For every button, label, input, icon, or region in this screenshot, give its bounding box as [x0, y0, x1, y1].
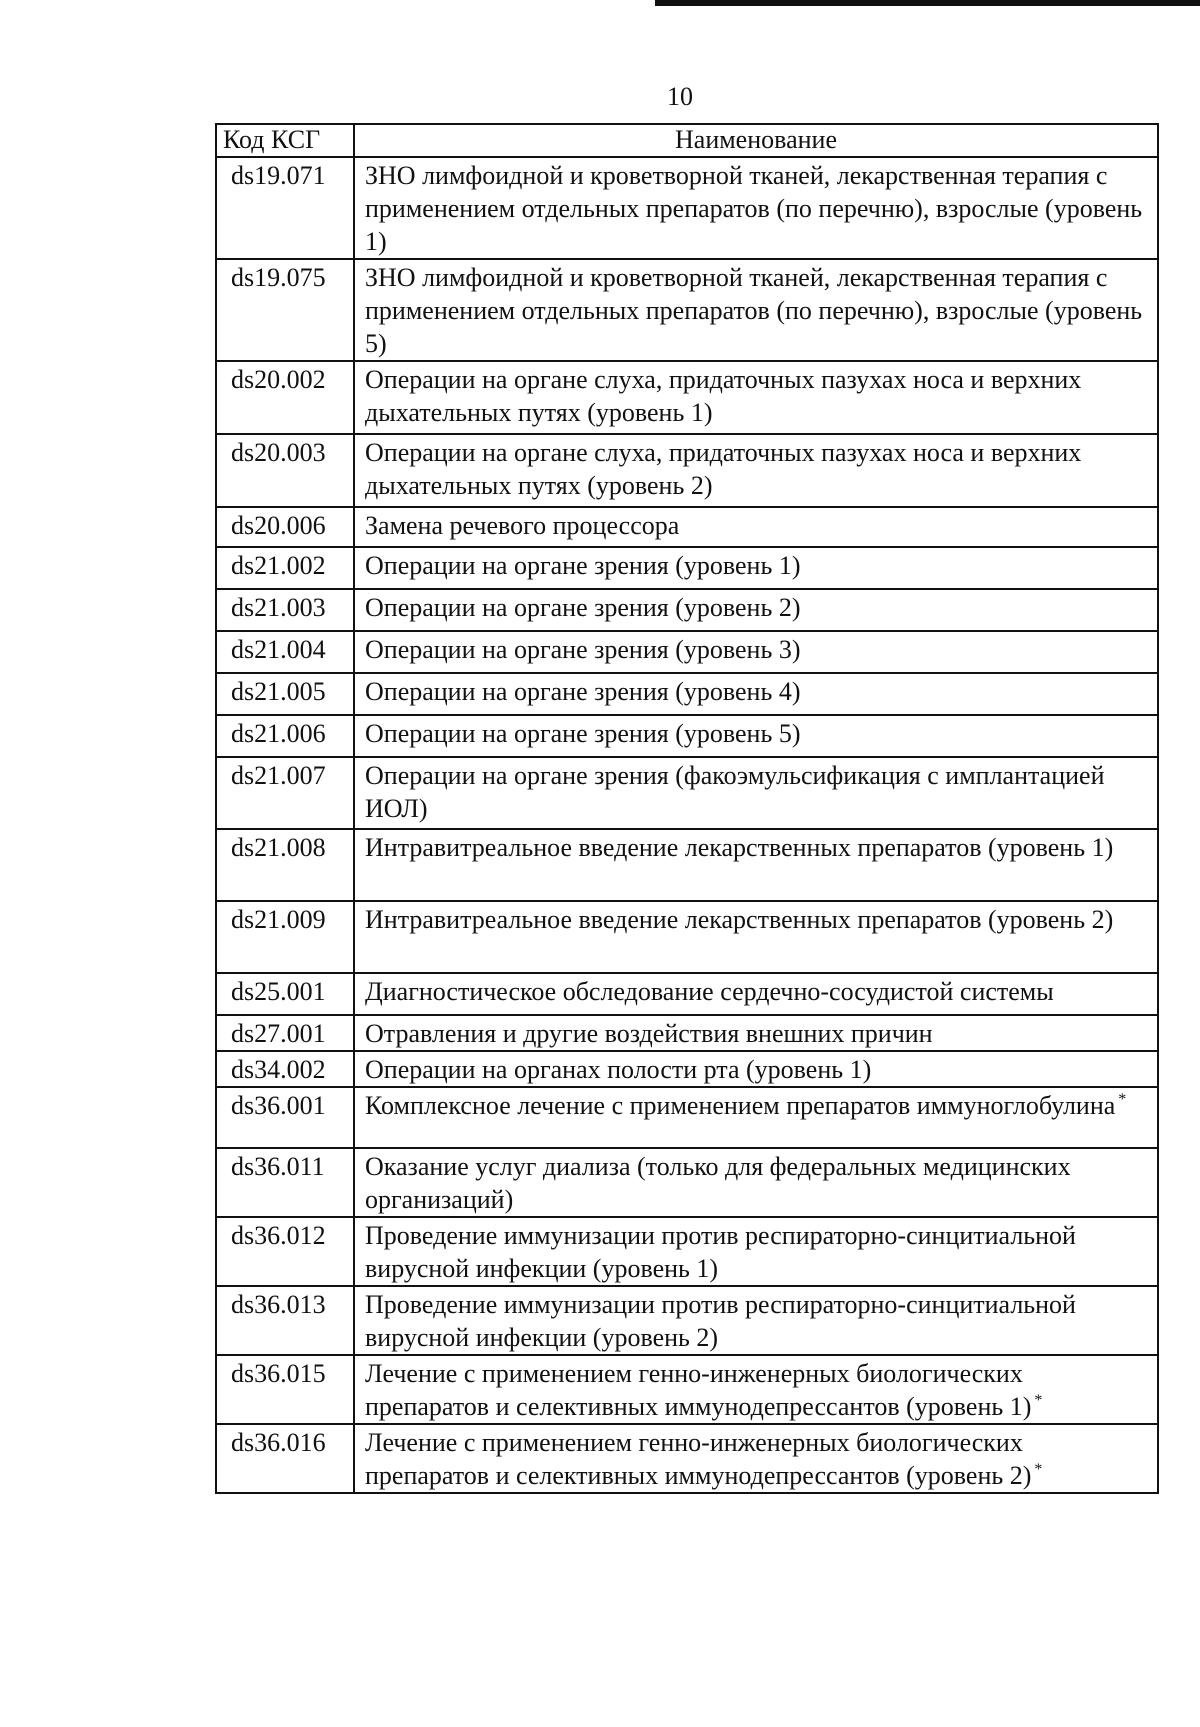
table-row — [216, 1087, 1158, 1148]
ksg-name-text: Операции на органе слуха, придаточных пазухах носа и верхних дыхательных путях (уровень 1) — [365, 365, 1082, 427]
ksg-code-cell: ds20.003 — [216, 434, 354, 507]
ksg-code-cell: ds36.011 — [216, 1148, 354, 1217]
ksg-name-cell — [354, 157, 1158, 259]
ksg-name-text: Операции на органе слуха, придаточных пазухах носа и верхних дыхательных путях (уровень 2) — [365, 438, 1082, 500]
ksg-code-cell: ds21.005 — [216, 673, 354, 715]
ksg-code-cell: ds27.001 — [216, 1015, 354, 1051]
ksg-code-cell: ds36.015 — [216, 1355, 354, 1424]
ksg-code-cell: ds36.001 — [216, 1087, 354, 1148]
ksg-code-cell: ds21.003 — [216, 589, 354, 631]
ksg-name-text: Лечение с применением генно-инженерных биологических препаратов и селективных иммунодепрессантов (уровень 2) — [365, 1428, 1032, 1490]
table-row — [216, 259, 1158, 361]
ksg-name-cell — [354, 1051, 1158, 1087]
ksg-name-text: Проведение иммунизации против респираторно-синцитиальной вирусной инфекции (уровень 1) — [365, 1221, 1076, 1283]
ksg-code-cell: ds19.075 — [216, 259, 354, 361]
ksg-code-cell: ds36.012 — [216, 1217, 354, 1286]
ksg-name-text: Диагностическое обследование сердечно-сосудистой системы — [365, 977, 1054, 1006]
ksg-code-cell: ds21.004 — [216, 631, 354, 673]
ksg-code-cell: ds25.001 — [216, 973, 354, 1015]
ksg-name-cell — [354, 715, 1158, 757]
ksg-name-text: Интравитреальное введение лекарственных препаратов (уровень 1) — [365, 833, 1114, 862]
ksg-name-text: ЗНО лимфоидной и кроветворной тканей, лекарственная терапия с применением отдельных препаратов (по перечню), взрослые (уровень 1) — [365, 161, 1143, 256]
table-row — [216, 507, 1158, 547]
ksg-name-cell — [354, 589, 1158, 631]
footnote-marker: * — [1034, 1461, 1043, 1478]
ksg-code-cell: ds21.007 — [216, 757, 354, 829]
header-code: Код КСГ — [216, 124, 354, 157]
table-row — [216, 973, 1158, 1015]
table-row — [216, 1217, 1158, 1286]
table-row — [216, 1286, 1158, 1355]
ksg-name-cell — [354, 973, 1158, 1015]
ksg-name-text: Замена речевого процессора — [365, 511, 680, 540]
table-row — [216, 1148, 1158, 1217]
ksg-name-text: Операции на органе зрения (уровень 3) — [365, 635, 801, 664]
ksg-name-cell — [354, 259, 1158, 361]
ksg-table — [215, 123, 1159, 1494]
ksg-code-cell: ds36.016 — [216, 1424, 354, 1493]
ksg-code-cell: ds36.013 — [216, 1286, 354, 1355]
ksg-name-cell — [354, 757, 1158, 829]
ksg-name-cell — [354, 1015, 1158, 1051]
ksg-code-cell: ds21.006 — [216, 715, 354, 757]
footnote-marker: * — [1034, 1392, 1043, 1409]
table-row — [216, 434, 1158, 507]
ksg-name-text: Интравитреальное введение лекарственных препаратов (уровень 2) — [365, 905, 1114, 934]
ksg-name-cell — [354, 1355, 1158, 1424]
table-row — [216, 673, 1158, 715]
table-row — [216, 1355, 1158, 1424]
ksg-name-text: Лечение с применением генно-инженерных биологических препаратов и селективных иммунодепрессантов (уровень 1) — [365, 1359, 1032, 1421]
ksg-name-text: Операции на органе зрения (факоэмульсификация с имплантацией ИОЛ) — [365, 761, 1105, 823]
ksg-name-cell — [354, 434, 1158, 507]
ksg-name-cell — [354, 901, 1158, 973]
ksg-name-text: Отравления и другие воздействия внешних причин — [365, 1019, 933, 1048]
ksg-name-text: Комплексное лечение с применением препаратов иммуноглобулина — [365, 1091, 1116, 1120]
ksg-name-cell — [354, 361, 1158, 434]
table-row — [216, 631, 1158, 673]
page-number: 10 — [667, 82, 693, 111]
table-row — [216, 157, 1158, 259]
ksg-name-text: Операции на органе зрения (уровень 2) — [365, 593, 801, 622]
ksg-code-cell: ds20.002 — [216, 361, 354, 434]
ksg-name-cell — [354, 547, 1158, 589]
table-row — [216, 715, 1158, 757]
header-name: Наименование — [354, 124, 1158, 157]
ksg-code-cell: ds21.009 — [216, 901, 354, 973]
ksg-name-text: Операции на органе зрения (уровень 5) — [365, 719, 801, 748]
table-row — [216, 757, 1158, 829]
ksg-code-cell: ds21.002 — [216, 547, 354, 589]
ksg-code-cell: ds20.006 — [216, 507, 354, 547]
table-row — [216, 829, 1158, 901]
ksg-name-text: Операции на органе зрения (уровень 4) — [365, 677, 801, 706]
ksg-name-cell — [354, 1424, 1158, 1493]
table-row — [216, 361, 1158, 434]
ksg-code-cell: ds19.071 — [216, 157, 354, 259]
ksg-name-text: Проведение иммунизации против респираторно-синцитиальной вирусной инфекции (уровень 2) — [365, 1290, 1076, 1352]
ksg-name-cell — [354, 673, 1158, 715]
ksg-name-cell — [354, 829, 1158, 901]
table-row — [216, 901, 1158, 973]
table-row — [216, 1051, 1158, 1087]
top-edge-rule — [655, 0, 1200, 6]
ksg-name-cell — [354, 507, 1158, 547]
table-row — [216, 589, 1158, 631]
table-body — [216, 157, 1158, 1493]
ksg-code-cell: ds21.008 — [216, 829, 354, 901]
table-row — [216, 1015, 1158, 1051]
ksg-name-cell — [354, 1286, 1158, 1355]
table-row — [216, 1424, 1158, 1493]
ksg-name-text: Оказание услуг диализа (только для федеральных медицинских организаций) — [365, 1152, 1071, 1214]
ksg-name-cell — [354, 631, 1158, 673]
ksg-name-cell — [354, 1148, 1158, 1217]
ksg-name-cell — [354, 1217, 1158, 1286]
ksg-code-cell: ds34.002 — [216, 1051, 354, 1087]
footnote-marker: * — [1118, 1091, 1127, 1108]
ksg-name-text: Операции на органе зрения (уровень 1) — [365, 551, 801, 580]
ksg-name-text: Операции на органах полости рта (уровень 1) — [365, 1055, 872, 1084]
table-row — [216, 547, 1158, 589]
ksg-name-text: ЗНО лимфоидной и кроветворной тканей, лекарственная терапия с применением отдельных препаратов (по перечню), взрослые (уровень 5) — [365, 263, 1143, 358]
ksg-name-cell — [354, 1087, 1158, 1148]
table-header-row — [216, 124, 1158, 157]
